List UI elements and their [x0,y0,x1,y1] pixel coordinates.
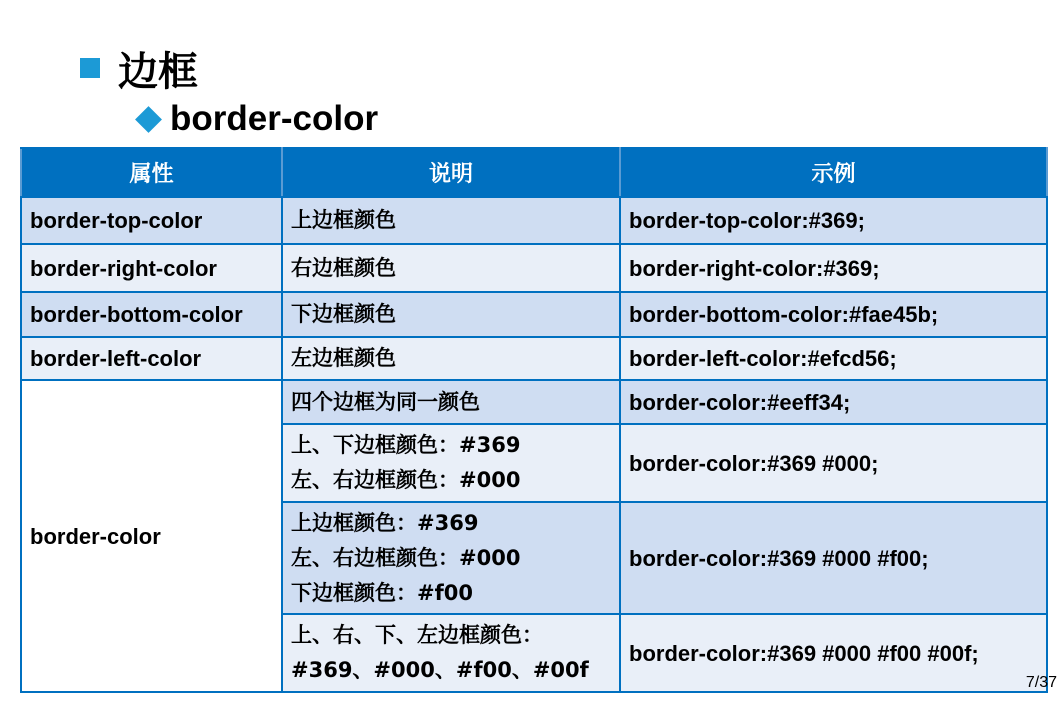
description-line: 下边框颜色：#f00 [291,580,473,605]
table-row [21,380,1047,424]
example-cell: border-color:#eeff34; [620,380,1047,424]
table-header-row [21,148,1047,197]
description-cell: 右边框颜色 [282,244,620,292]
table-row [21,337,1047,380]
description-cell: 下边框颜色 [282,292,620,337]
description-cell: 左边框颜色 [282,337,620,380]
description-line: 四个边框为同一颜色 [291,389,480,414]
property-cell: border-right-color [21,244,282,292]
header-property: 属性 [21,148,282,197]
description-line: #369、#000、#f00、#00f [291,658,589,682]
description-line: 上边框颜色：#369 [291,510,479,535]
table-row [21,244,1047,292]
property-cell: border-left-color [21,337,282,380]
description-line: 左、右边框颜色：#000 [291,468,521,492]
subsection-title: border-color [170,99,379,138]
diamond-bullet-icon [135,106,162,133]
example-cell: border-color:#369 #000 #f00; [620,502,1047,614]
table-row [21,197,1047,244]
description-cell [282,502,620,614]
border-color-table [20,147,1048,693]
description-cell [282,614,620,692]
table-row [21,292,1047,337]
example-cell: border-top-color:#369; [620,197,1047,244]
example-cell: border-left-color:#efcd56; [620,337,1047,380]
example-cell: border-color:#369 #000 #f00 #00f; [620,614,1047,692]
property-cell-group: border-color [21,380,282,692]
description-cell [282,424,620,502]
header-description: 说明 [282,148,620,197]
description-cell [282,380,620,424]
description-cell: 上边框颜色 [282,197,620,244]
description-line: 左、右边框颜色：#000 [291,545,521,570]
description-line: 上、右、下、左边框颜色： [291,623,543,647]
page-number: 7/37 [1025,674,1057,691]
subsection-heading [133,98,378,140]
example-cell: border-color:#369 #000; [620,424,1047,502]
header-example: 示例 [620,148,1047,197]
property-cell: border-top-color [21,197,282,244]
example-cell: border-bottom-color:#fae45b; [620,292,1047,337]
example-cell: border-right-color:#369; [620,244,1047,292]
section-title: 边框 [118,48,198,95]
section-heading [80,40,198,96]
description-line: 上、下边框颜色：#369 [291,433,521,457]
property-cell: border-bottom-color [21,292,282,337]
square-bullet-icon [80,58,100,78]
